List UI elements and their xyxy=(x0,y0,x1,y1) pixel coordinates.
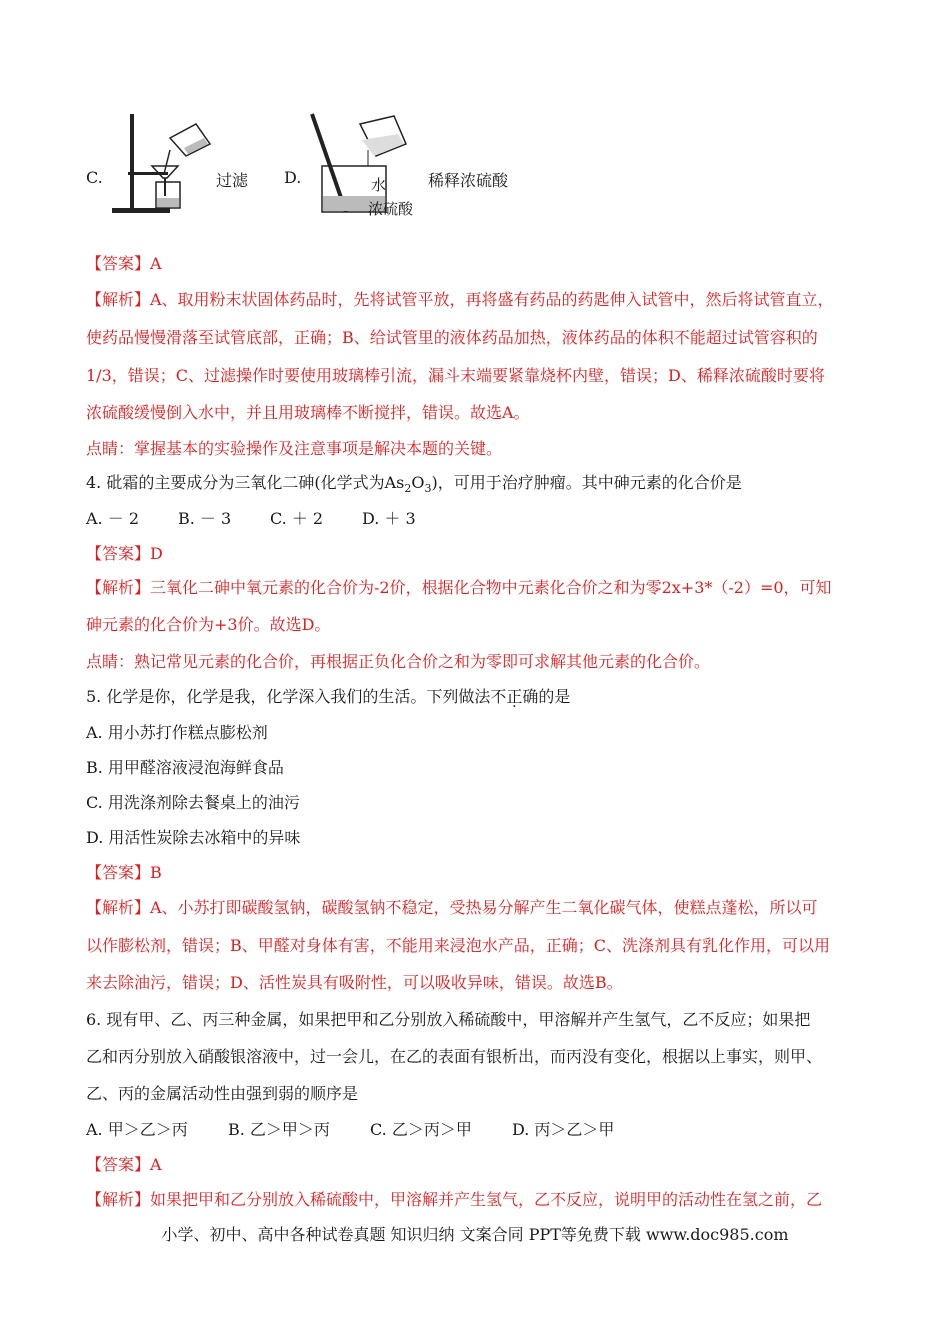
q5-stem: 5. 化学是你，化学是我，化学深入我们的生活。下列做法不正确的是 xyxy=(86,687,571,706)
q6-stem-line-3: 乙、丙的金属活动性由强到弱的顺序是 xyxy=(86,1084,359,1103)
q4-answer: 【答案】D xyxy=(86,544,163,563)
q5-option-b: B. 用甲醛溶液浸泡海鲜食品 xyxy=(86,758,284,777)
q3-analysis-line-1: 【解析】A、取用粉末状固体药品时，先将试管平放，再将盛有药品的药匙伸入试管中，然后将试管直立， xyxy=(86,290,834,309)
option-d-caption: 稀释浓硫酸 xyxy=(428,171,509,190)
q4-option-b: B. － 3 xyxy=(178,509,232,528)
q5-option-d: D. 用活性炭除去冰箱中的异味 xyxy=(86,828,301,847)
q5-analysis-line-2: 以作膨松剂，错误；B、甲醛对身体有害，不能用来浸泡水产品，正确；C、洗涤剂具有乳化作用，可以用 xyxy=(86,936,831,955)
q3-analysis-line-3: 1/3，错误；C、过滤操作时要使用玻璃棒引流，漏斗末端要紧靠烧杯内壁，错误；D、稀释浓硫酸时要将 xyxy=(86,366,825,385)
q4-option-a: A. － 2 xyxy=(86,509,139,528)
q4-analysis-line-2: 砷元素的化合价为+3价。故选D。 xyxy=(86,615,331,634)
q6-answer: 【答案】A xyxy=(86,1155,162,1174)
q4-option-c: C. ＋ 2 xyxy=(270,509,324,528)
q5-emphasis: 不正确 xyxy=(490,687,539,706)
q4-options xyxy=(86,508,880,530)
q5-option-c: C. 用洗涤剂除去餐桌上的油污 xyxy=(86,793,300,812)
water-label: 水 xyxy=(371,176,387,194)
q6-stem-line-2: 乙和丙分别放入硝酸银溶液中，过一会儿，在乙的表面有银析出，而丙没有变化，根据以上事实，则甲、 xyxy=(86,1047,823,1066)
q3-answer: 【答案】A xyxy=(86,254,162,273)
q4-stem: 4. 砒霜的主要成分为三氧化二砷(化学式为$As_2O_3$)，可用于治疗肿瘤。其中砷元素的化合价是 xyxy=(86,473,742,496)
q6-options xyxy=(86,1119,880,1141)
page-footer: 小学、初中、高中各种试卷真题 知识归纳 文案合同 PPT等免费下载 www.doc985.com xyxy=(161,1225,789,1244)
q4-tip: 点睛：熟记常见元素的化合价，再根据正负化合价之和为零即可求解其他元素的化合价。 xyxy=(86,652,711,671)
q6-stem-line-1: 6. 现有甲、乙、丙三种金属，如果把甲和乙分别放入稀硫酸中，甲溶解并产生氢气，乙不反应；如果把 xyxy=(86,1010,811,1029)
q3-tip: 点睛：掌握基本的实验操作及注意事项是解决本题的关键。 xyxy=(86,439,503,458)
q6-analysis-line-1: 【解析】如果把甲和乙分别放入稀硫酸中，甲溶解并产生氢气，乙不反应，说明甲的活动性在氢之前，乙 xyxy=(86,1190,823,1209)
q5-answer: 【答案】B xyxy=(86,863,162,882)
q6-option-d: D. 丙＞乙＞甲 xyxy=(512,1120,615,1139)
option-d-letter: D. xyxy=(284,168,302,187)
q5-option-a: A. 用小苏打作糕点膨松剂 xyxy=(86,723,268,742)
q4-option-d: D. ＋ 3 xyxy=(362,509,416,528)
q3-analysis-line-2: 使药品慢慢滑落至试管底部，正确；B、给试管里的液体药品加热，液体药品的体积不能超过试管容积的 xyxy=(86,328,818,347)
filtration-apparatus-icon xyxy=(108,110,218,220)
q6-option-c: C. 乙＞丙＞甲 xyxy=(370,1120,472,1139)
option-c-letter: C. xyxy=(86,168,103,187)
option-c-caption: 过滤 xyxy=(216,171,249,190)
figure-row xyxy=(86,110,646,220)
q3-analysis-line-4: 浓硫酸缓慢倒入水中，并且用玻璃棒不断搅拌，错误。故选A。 xyxy=(86,403,530,422)
acid-label: 浓硫酸 xyxy=(368,200,414,218)
q6-option-a: A. 甲＞乙＞丙 xyxy=(86,1120,188,1139)
q4-analysis-line-1: 【解析】三氧化二砷中氧元素的化合价为-2价，根据化合物中元素化合价之和为零2x+3*（-2）=0，可知 xyxy=(86,578,832,597)
q5-analysis-line-3: 来去除油污，错误；D、活性炭具有吸附性，可以吸收异味，错误。故选B。 xyxy=(86,973,623,992)
q5-analysis-line-1: 【解析】A、小苏打即碳酸氢钠，碳酸氢钠不稳定，受热易分解产生二氧化碳气体，使糕点蓬松，所以可 xyxy=(86,898,818,917)
q6-option-b: B. 乙＞甲＞丙 xyxy=(228,1120,330,1139)
